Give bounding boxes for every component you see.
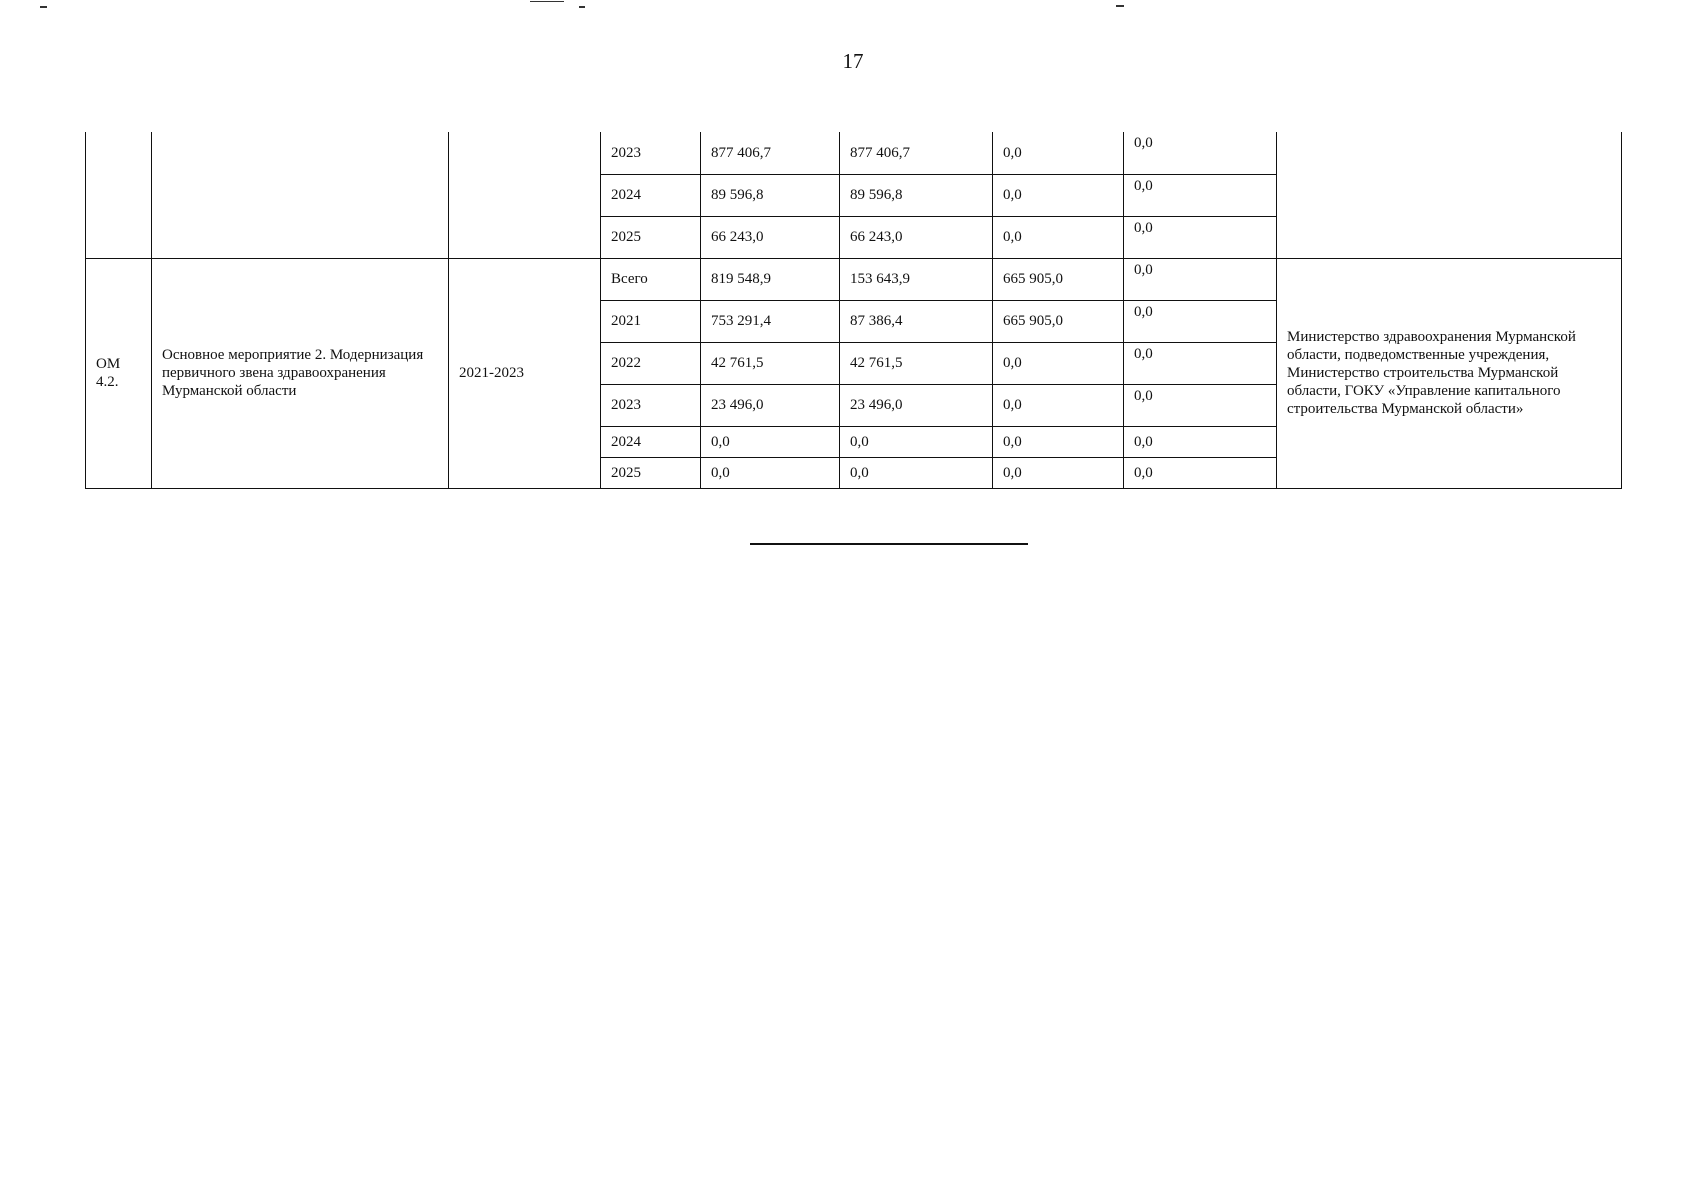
year-cell: 2023	[601, 384, 701, 426]
executor-cell	[1277, 132, 1622, 258]
year-cell: 2025	[601, 216, 701, 258]
total-cell: 89 596,8	[701, 174, 840, 216]
executor-cell: Министерство здравоохранения Мурманской области, подведомственные учреждения, Министерство строительства Мурманской области, ГОКУ «Управление капитального строительства Мурманской области»	[1277, 258, 1622, 488]
local-budget-cell: 0,0	[1124, 384, 1277, 426]
year-cell: Всего	[601, 258, 701, 300]
federal-budget-cell: 0,0	[993, 132, 1124, 174]
financing-table	[85, 132, 1622, 489]
regional-budget-cell: 877 406,7	[840, 132, 993, 174]
scan-mark	[40, 6, 47, 8]
total-cell: 0,0	[701, 457, 840, 488]
local-budget-cell: 0,0	[1124, 426, 1277, 457]
regional-budget-cell: 42 761,5	[840, 342, 993, 384]
local-budget-cell: 0,0	[1124, 300, 1277, 342]
regional-budget-cell: 0,0	[840, 426, 993, 457]
regional-budget-cell: 87 386,4	[840, 300, 993, 342]
period-cell	[449, 132, 601, 258]
federal-budget-cell: 0,0	[993, 174, 1124, 216]
page-number: 17	[842, 49, 864, 73]
local-budget-cell: 0,0	[1124, 342, 1277, 384]
event-code-cell: ОМ 4.2.	[86, 258, 152, 488]
regional-budget-cell: 89 596,8	[840, 174, 993, 216]
regional-budget-cell: 23 496,0	[840, 384, 993, 426]
event-period-cell: 2021-2023	[449, 258, 601, 488]
event-name-cell	[152, 132, 449, 258]
local-budget-cell: 0,0	[1124, 132, 1277, 174]
regional-budget-cell: 66 243,0	[840, 216, 993, 258]
year-cell: 2023	[601, 132, 701, 174]
event-name-cell: Основное мероприятие 2. Модернизация первичного звена здравоохранения Мурманской области	[152, 258, 449, 488]
federal-budget-cell: 0,0	[993, 216, 1124, 258]
federal-budget-cell: 0,0	[993, 457, 1124, 488]
total-cell: 23 496,0	[701, 384, 840, 426]
table-row	[86, 258, 1622, 300]
scan-mark	[1116, 5, 1124, 7]
scan-mark	[579, 6, 585, 8]
federal-budget-cell: 0,0	[993, 426, 1124, 457]
total-cell: 877 406,7	[701, 132, 840, 174]
total-cell: 753 291,4	[701, 300, 840, 342]
total-cell: 66 243,0	[701, 216, 840, 258]
federal-budget-cell: 665 905,0	[993, 258, 1124, 300]
federal-budget-cell: 0,0	[993, 384, 1124, 426]
local-budget-cell: 0,0	[1124, 174, 1277, 216]
year-cell: 2022	[601, 342, 701, 384]
total-cell: 0,0	[701, 426, 840, 457]
regional-budget-cell: 153 643,9	[840, 258, 993, 300]
local-budget-cell: 0,0	[1124, 216, 1277, 258]
document-end-rule	[750, 543, 1028, 545]
code-cell	[86, 132, 152, 258]
year-cell: 2024	[601, 174, 701, 216]
total-cell: 42 761,5	[701, 342, 840, 384]
local-budget-cell: 0,0	[1124, 258, 1277, 300]
table-row	[86, 132, 1622, 174]
year-cell: 2021	[601, 300, 701, 342]
scan-mark	[530, 1, 564, 2]
federal-budget-cell: 665 905,0	[993, 300, 1124, 342]
year-cell: 2024	[601, 426, 701, 457]
regional-budget-cell: 0,0	[840, 457, 993, 488]
year-cell: 2025	[601, 457, 701, 488]
federal-budget-cell: 0,0	[993, 342, 1124, 384]
local-budget-cell: 0,0	[1124, 457, 1277, 488]
total-cell: 819 548,9	[701, 258, 840, 300]
